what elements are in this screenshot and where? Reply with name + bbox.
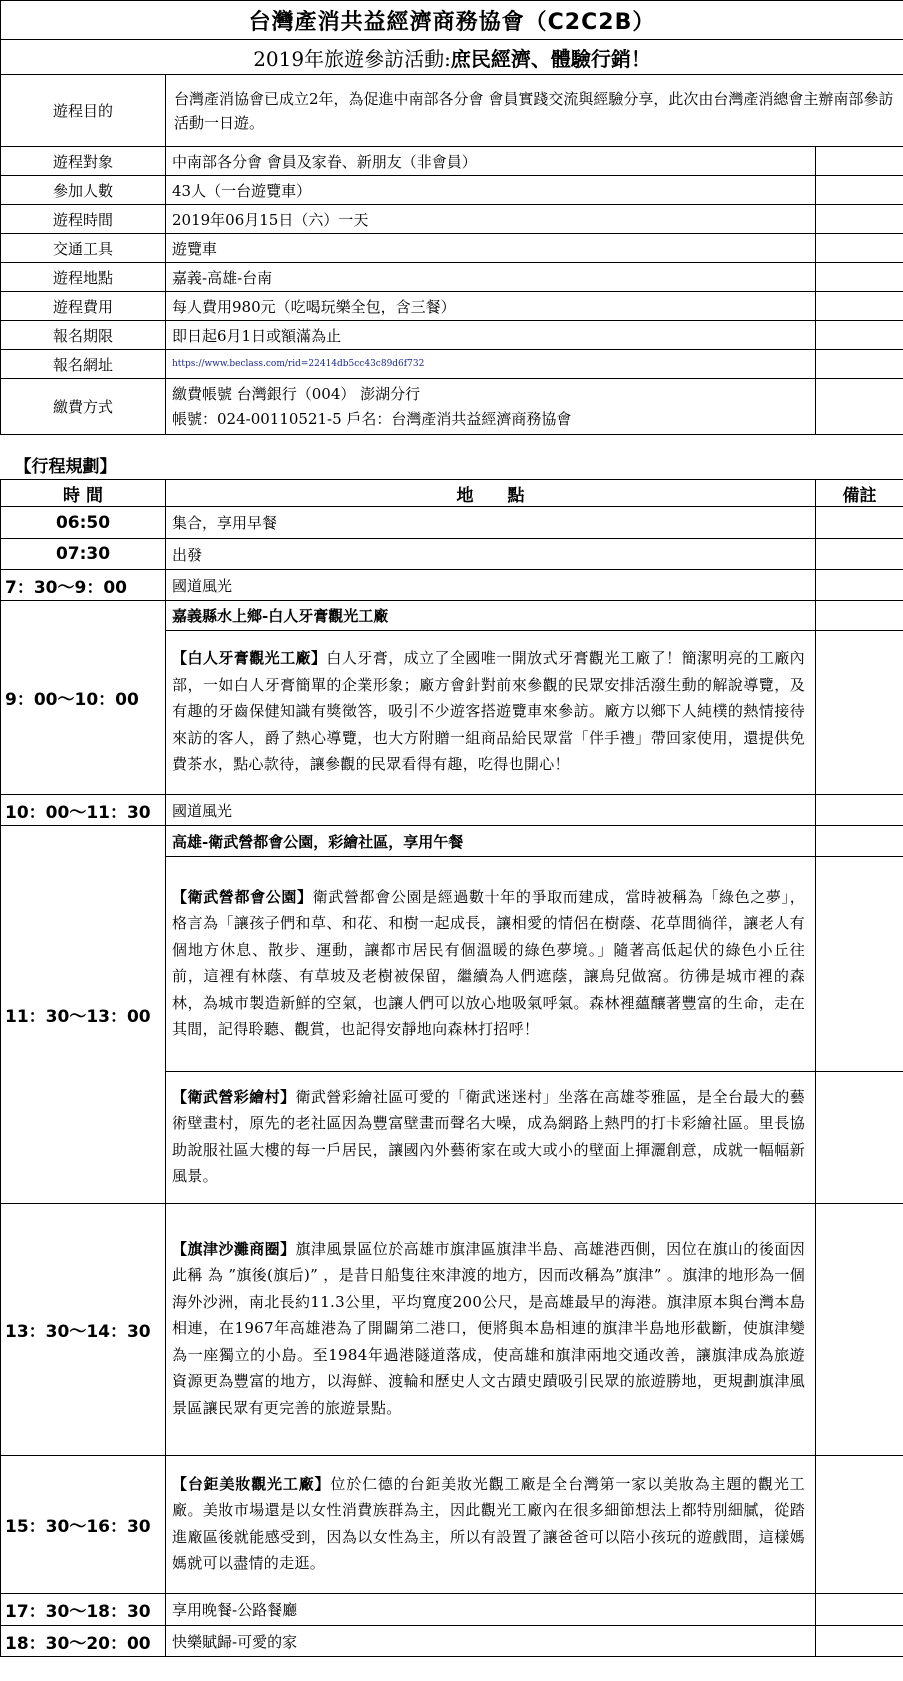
schedule-section-title: 【行程規劃】: [14, 456, 117, 477]
row-time: 11：30～13：00: [1, 826, 166, 1204]
row-time: 17：30～18：30: [1, 1594, 166, 1626]
row-heading: 嘉義縣水上鄉-白人牙膏觀光工廠: [166, 601, 816, 631]
row-text: 國道風光: [166, 570, 816, 601]
payment-line-2: 帳號：024-00110521-5 戶名：台灣產消共益經濟商務協會: [172, 409, 572, 428]
paragraph-title: 【台鉅美妝觀光工廠】: [172, 1474, 331, 1493]
schedule-row: [1, 601, 903, 631]
row-heading: 高雄-衛武營都會公園，彩繪社區，享用午餐: [166, 826, 816, 857]
schedule-row: [1, 826, 903, 857]
deadline-label: 報名期限: [1, 321, 166, 350]
paragraph-body: 位於仁德的台鉅美妝光觀工廠是全台灣第一家以美妝為主題的觀光工廠。美妝市場還是以女性消費族群為主，因此觀光工廠內在很多細節想法上都特別細膩，從踏進廠區後就能感受到，因為以女性為主，所以有設置了讓爸爸可以陪小孩玩的遊戲間，這樣媽媽就可以盡情的走逛。: [172, 1474, 805, 1572]
paragraph-title: 【衛武營彩繪村】: [172, 1087, 296, 1106]
document-subtitle: [1, 40, 903, 75]
row-time: 07:30: [1, 539, 166, 570]
fee-label: 遊程費用: [1, 292, 166, 321]
paragraph-body: 衛武營彩繪社區可愛的「衛武迷迷村」坐落在高雄苓雅區，是全台最大的藝術壁畫村，原先的老社區因為豐富壁畫而聲名大噪，成為網路上熱門的打卡彩繪社區。里長協助說服社區大樓的每一戶居民，讓國內外藝術家在或大或小的壁面上揮灑創意，成就一幅幅新風景。: [172, 1087, 806, 1185]
row-text: 出發: [166, 539, 816, 570]
paragraph-title: 【衛武營都會公園】: [172, 887, 313, 906]
fee-value: 每人費用980元（吃喝玩樂全包，含三餐）: [166, 292, 816, 321]
schedule-row: [1, 539, 903, 570]
payment-line-1: 繳費帳號 台灣銀行（004） 澎湖分行: [172, 384, 421, 403]
row-time: 9：00～10：00: [1, 601, 166, 795]
url-label: 報名網址: [1, 350, 166, 379]
target-value: 中南部各分會 會員及家眷、新朋友（非會員）: [166, 147, 816, 176]
transport-value: 遊覽車: [166, 234, 816, 263]
row-text: 享用晚餐-公路餐廳: [166, 1594, 816, 1626]
date-value: 2019年06月15日（六）一天: [166, 205, 816, 234]
row-paragraph: [166, 631, 816, 795]
row-text: 快樂賦歸-可愛的家: [166, 1626, 816, 1657]
schedule-row: [1, 1204, 903, 1456]
count-value: 43人（一台遊覽車）: [166, 176, 816, 205]
schedule-row: [1, 570, 903, 601]
purpose-label: 遊程目的: [1, 75, 166, 147]
row-text: 集合，享用早餐: [166, 507, 816, 539]
paragraph-title: 【白人牙膏觀光工廠】: [172, 649, 327, 668]
deadline-value: 即日起6月1日或額滿為止: [166, 321, 816, 350]
row-time: 13：30～14：30: [1, 1204, 166, 1456]
paragraph-body: 衛武營都會公園是經過數十年的爭取而建成，當時被稱為「綠色之夢」，格言為「讓孩子們和草、和花、和樹一起成長，讓相愛的情侶在樹蔭、花草間徜徉，讓老人有個地方休息、散步、運動，讓都市居民有個溫暖的綠色夢境。」隨著高低起伏的綠色小丘往前，這裡有林蔭、有草坡及老樹被保留，繼續為人們遮蔭，讓鳥兒做窩。彷彿是城市裡的森林，為城市製造新鮮的空氣，也讓人們可以放心地吸氣呼氣。森林裡蘊釀著豐富的生命，走在其間，記得聆聽、觀賞，也記得安靜地向森林打招呼！: [172, 887, 805, 1038]
row-time: 10：00～11：30: [1, 795, 166, 826]
document-title: 台灣產消共益經濟商務協會（C2C2B）: [1, 1, 903, 40]
schedule-row: [1, 507, 903, 539]
subtitle-prefix: 2019年旅遊參訪活動:: [253, 46, 451, 71]
target-label: 遊程對象: [1, 147, 166, 176]
count-label: 參加人數: [1, 176, 166, 205]
paragraph-body: 旗津風景區位於高雄市旗津區旗津半島、高雄港西側，因位在旗山的後面因此稱 為 ”旗後(旗后)” ，是昔日船隻往來津渡的地方，因而改稱為”旗津” 。旗津的地形為一個海外沙洲，南北長約11.3公里，平均寬度200公尺，是高雄最早的海港。旗津原本與台灣本島相連，在1967年高雄港為了開闢第二港口，便將與本島相連的旗津半島地形截斷，使旗津變為一座獨立的小島。至1984年過港隧道落成，使高雄和旗津兩地交通改善，讓旗津成為旅遊資源更為豐富的地方，以海鮮、渡輪和歷史人文古蹟史蹟吸引民眾的旅遊勝地，更規劃旗津風景區讓民眾有更完善的旅遊景點。: [172, 1239, 806, 1417]
row-time: 18：30～20：00: [1, 1626, 166, 1657]
date-label: 遊程時間: [1, 205, 166, 234]
subtitle-bold: 庶民經濟、體驗行銷！: [450, 46, 651, 71]
place-label: 遊程地點: [1, 263, 166, 292]
schedule-row: [1, 795, 903, 826]
payment-value: [166, 379, 816, 435]
schedule-row: [1, 1594, 903, 1626]
paragraph-title: 【旗津沙灘商圈】: [172, 1239, 296, 1258]
col-time-header: 時 間: [1, 480, 166, 507]
row-paragraph: [166, 1072, 816, 1204]
row-paragraph: [166, 1204, 816, 1456]
signup-url-link[interactable]: https://www.beclass.com/rid=22414db5cc43c89d6f732: [166, 350, 816, 379]
row-time: 7：30～9：00: [1, 570, 166, 601]
row-paragraph: [166, 857, 816, 1072]
row-text: 國道風光: [166, 795, 816, 826]
purpose-value: 台灣產消協會已成立2年，為促進中南部各分會 會員實踐交流與經驗分享，此次由台灣產消總會主辦南部參訪活動一日遊。: [166, 75, 903, 147]
row-time: 06:50: [1, 507, 166, 539]
schedule-row: [1, 1626, 903, 1657]
schedule-row: [1, 1456, 903, 1594]
row-paragraph: [166, 1456, 816, 1594]
col-place-header: 地 點: [166, 480, 816, 507]
row-time: 15：30～16：30: [1, 1456, 166, 1594]
paragraph-body: 白人牙膏，成立了全國唯一開放式牙膏觀光工廠了！簡潔明亮的工廠內部，一如白人牙膏簡單的企業形象；廠方會針對前來參觀的民眾安排活潑生動的解說導覽，及有趣的牙齒保健知識有獎徵答，吸引不少遊客搭遊覽車來參訪。廠方以鄉下人純樸的熱情接待來訪的客人，爵了熱心導覽，也大方附贈一組商品給民眾當「伴手禮」帶回家使用，還提供免費茶水，點心款待，讓參觀的民眾看得有趣，吃得也開心！: [172, 649, 805, 774]
place-value: 嘉義-高雄-台南: [166, 263, 816, 292]
transport-label: 交通工具: [1, 234, 166, 263]
col-note-header: 備註: [816, 480, 903, 507]
payment-label: 繳費方式: [1, 379, 166, 435]
